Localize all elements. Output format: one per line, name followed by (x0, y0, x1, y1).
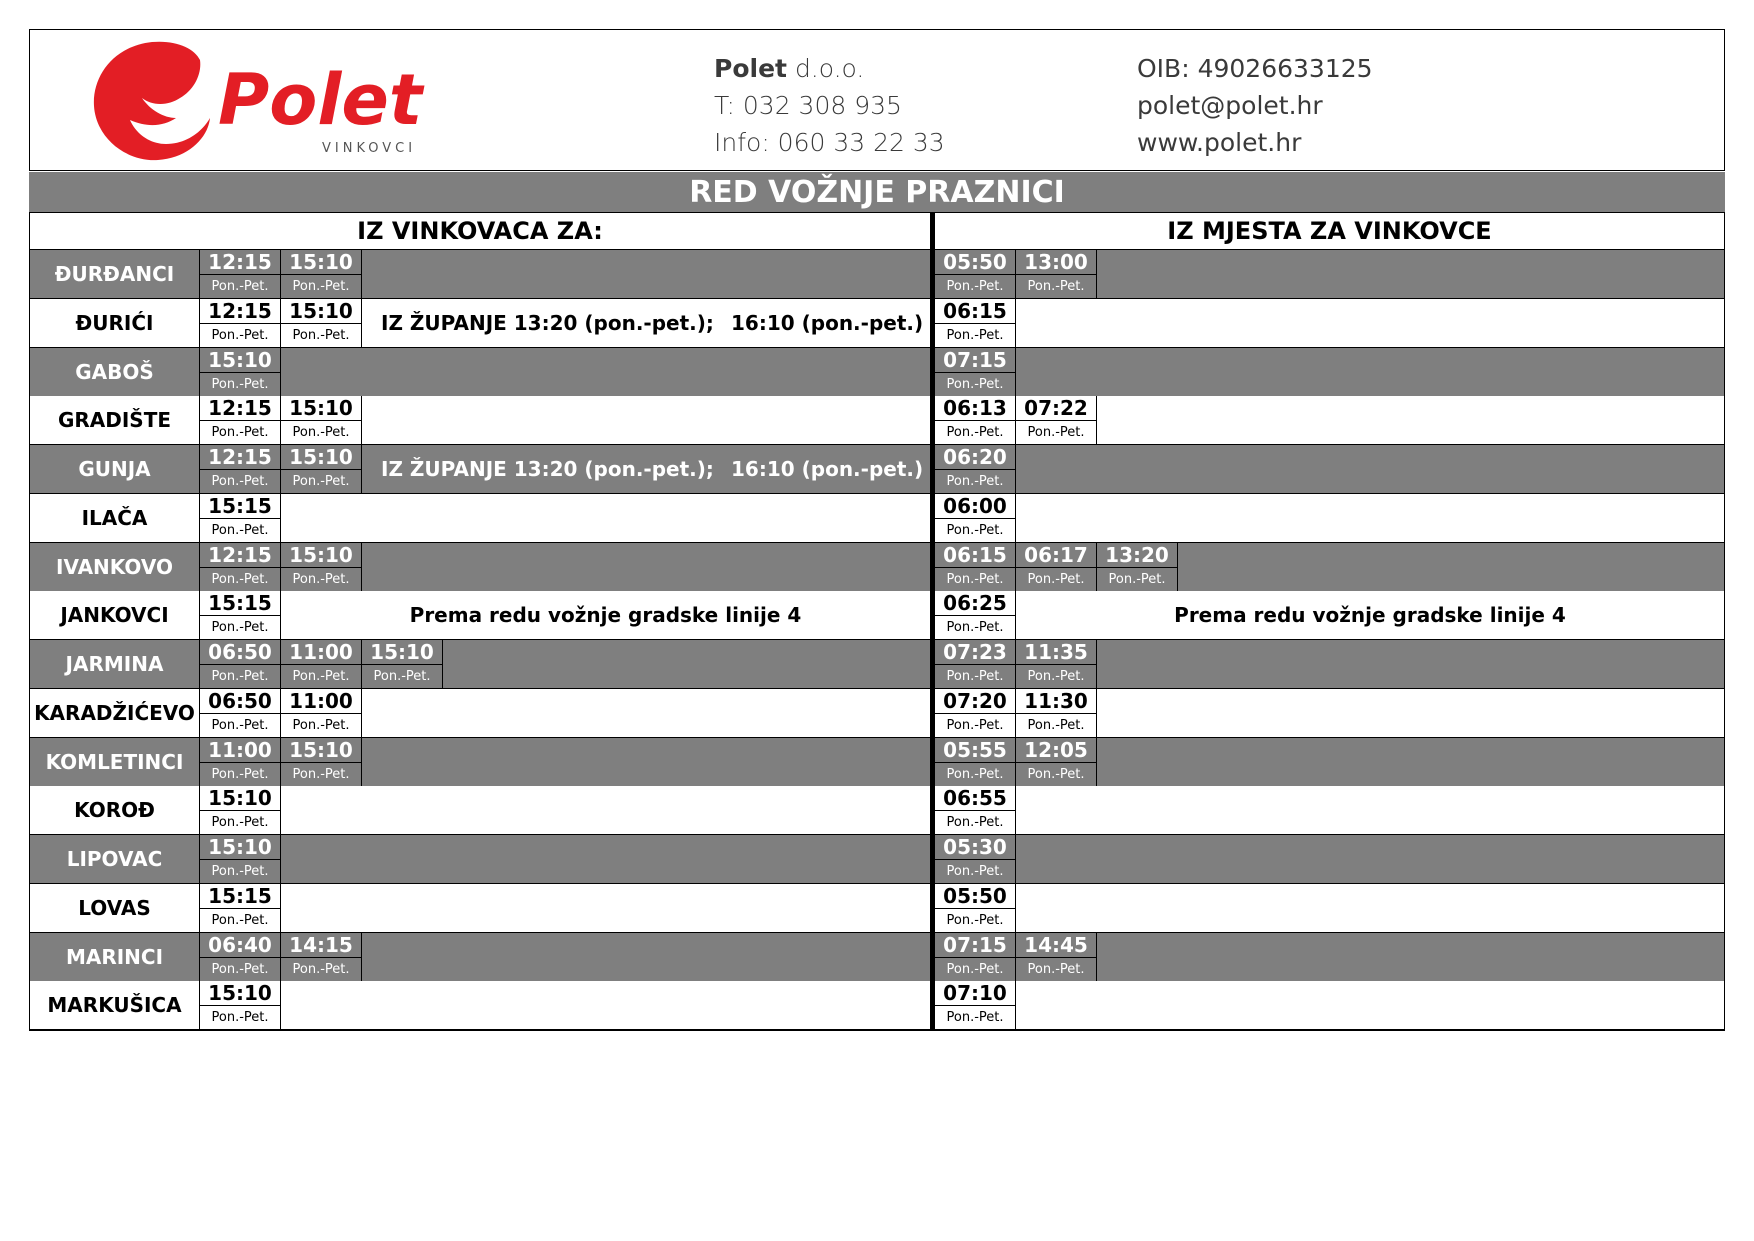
place-name: MARKUŠICA (30, 981, 200, 1029)
departure-time: 15:10 (281, 250, 361, 275)
polet-logo (90, 40, 510, 165)
table-row (30, 981, 1724, 1030)
inbound-note: Prema redu vožnje gradske linije 4 (1174, 603, 1566, 628)
departure-time: 15:10 (281, 299, 361, 324)
table-row (30, 348, 1724, 397)
day-label: Pon.-Pet. (946, 327, 1004, 343)
out-departure-cell (281, 640, 362, 688)
in-departure-cell (935, 786, 1016, 834)
departure-time: 06:17 (1016, 543, 1096, 568)
phone: T: 032 308 935 (714, 91, 902, 120)
out-departure-cell (362, 640, 443, 688)
logo-subtext: VINKOVCI (322, 141, 417, 156)
day-label: Pon.-Pet. (211, 474, 269, 489)
table-row (30, 640, 1724, 689)
out-departure-cell (200, 543, 281, 591)
departure-time: 06:40 (200, 933, 280, 958)
table-row (30, 786, 1724, 835)
oib: OIB: 49026633125 (1137, 54, 1373, 83)
departure-time: 05:55 (935, 738, 1015, 763)
out-departure-cell (281, 445, 362, 493)
day-label: Pon.-Pet. (1027, 766, 1085, 782)
day-label: Pon.-Pet. (292, 474, 350, 489)
day-label: Pon.-Pet. (211, 912, 269, 928)
departure-time: 15:10 (281, 738, 361, 763)
place-name: JARMINA (30, 640, 200, 688)
in-departure-cell (935, 591, 1016, 639)
in-departure-cell (935, 981, 1016, 1029)
place-name: ĐURĐANCI (30, 250, 200, 298)
section-inbound-heading: IZ MJESTA ZA VINKOVCE (935, 213, 1724, 250)
place-name: GUNJA (30, 445, 200, 493)
departure-time: 05:50 (935, 884, 1015, 909)
departure-time: 06:15 (935, 543, 1015, 568)
day-label: Pon.-Pet. (946, 279, 1004, 294)
in-departure-cell (1016, 543, 1097, 591)
departure-time: 07:22 (1016, 396, 1096, 421)
departure-time: 15:15 (200, 494, 280, 519)
out-departure-cell (281, 250, 362, 298)
in-departure-cell (935, 835, 1016, 883)
departure-time: 11:35 (1016, 640, 1096, 665)
out-departure-cell (200, 348, 281, 396)
logo-emblem-icon (94, 42, 210, 160)
departure-time: 06:25 (935, 591, 1015, 616)
day-label: Pon.-Pet. (211, 717, 269, 733)
in-departure-cell (1016, 250, 1097, 298)
in-departure-cell (935, 689, 1016, 737)
day-label: Pon.-Pet. (292, 669, 350, 684)
departure-time: 06:00 (935, 494, 1015, 519)
table-row (30, 738, 1724, 787)
day-label: Pon.-Pet. (946, 620, 1004, 636)
day-label: Pon.-Pet. (211, 961, 269, 977)
out-departure-cell (281, 396, 362, 444)
place-name: JANKOVCI (30, 591, 200, 639)
departure-time: 15:10 (362, 640, 442, 665)
in-departure-cell (935, 250, 1016, 298)
departure-time: 15:10 (281, 543, 361, 568)
departure-time: 07:20 (935, 689, 1015, 714)
day-label: Pon.-Pet. (292, 766, 350, 782)
departure-time: 07:10 (935, 981, 1015, 1006)
day-label: Pon.-Pet. (946, 766, 1004, 782)
day-label: Pon.-Pet. (211, 376, 269, 392)
departure-time: 15:15 (200, 884, 280, 909)
day-label: Pon.-Pet. (211, 669, 269, 684)
departure-time: 15:10 (200, 348, 280, 373)
table-row (30, 299, 1724, 348)
in-departure-cell (935, 445, 1016, 493)
out-departure-cell (281, 738, 362, 786)
day-label: Pon.-Pet. (946, 912, 1004, 928)
info-phone: Info: 060 33 22 33 (714, 128, 945, 157)
departure-time: 15:10 (200, 835, 280, 860)
table-row (30, 933, 1724, 982)
table-row (30, 835, 1724, 884)
departure-time: 15:15 (200, 591, 280, 616)
day-label: Pon.-Pet. (292, 961, 350, 977)
table-row (30, 591, 1724, 640)
departure-time: 07:23 (935, 640, 1015, 665)
in-departure-cell (935, 348, 1016, 396)
logo-wordmark: Polet (218, 59, 423, 141)
day-label: Pon.-Pet. (1027, 669, 1085, 684)
out-departure-cell (200, 640, 281, 688)
contact-block-left (714, 50, 945, 161)
departure-time: 12:15 (200, 543, 280, 568)
departure-time: 07:15 (935, 348, 1015, 373)
section-divider (930, 213, 935, 1030)
out-departure-cell (281, 689, 362, 737)
day-label: Pon.-Pet. (946, 522, 1004, 538)
out-departure-cell (200, 445, 281, 493)
in-departure-cell (935, 494, 1016, 542)
in-departure-cell (935, 738, 1016, 786)
email[interactable]: polet@polet.hr (1137, 91, 1323, 120)
day-label: Pon.-Pet. (211, 279, 269, 294)
out-departure-cell (200, 835, 281, 883)
out-departure-cell (200, 738, 281, 786)
table-row (30, 884, 1724, 933)
day-label: Pon.-Pet. (946, 474, 1004, 489)
day-label: Pon.-Pet. (211, 766, 269, 782)
departure-time: 11:00 (200, 738, 280, 763)
out-departure-cell (200, 299, 281, 347)
page-header (29, 29, 1725, 171)
day-label: Pon.-Pet. (946, 864, 1004, 879)
website[interactable]: www.polet.hr (1137, 128, 1302, 157)
day-label: Pon.-Pet. (292, 717, 350, 733)
day-label: Pon.-Pet. (292, 327, 350, 343)
departure-time: 06:55 (935, 786, 1015, 811)
in-departure-cell (935, 543, 1016, 591)
day-label: Pon.-Pet. (946, 669, 1004, 684)
departure-time: 06:50 (200, 689, 280, 714)
departure-time: 11:30 (1016, 689, 1096, 714)
out-departure-cell (281, 543, 362, 591)
in-departure-cell (1097, 543, 1178, 591)
day-label: Pon.-Pet. (946, 1010, 1004, 1026)
in-departure-cell (1016, 640, 1097, 688)
day-label: Pon.-Pet. (1027, 571, 1085, 587)
departure-time: 11:00 (281, 640, 361, 665)
in-departure-cell (935, 640, 1016, 688)
day-label: Pon.-Pet. (1108, 571, 1166, 587)
day-label: Pon.-Pet. (211, 571, 269, 587)
contact-block-right (1137, 50, 1373, 161)
departure-time: 15:10 (281, 396, 361, 421)
place-name: ĐURIĆI (30, 299, 200, 347)
table-row (30, 396, 1724, 445)
day-label: Pon.-Pet. (211, 864, 269, 879)
day-label: Pon.-Pet. (292, 571, 350, 587)
outbound-note: IZ ŽUPANJE 13:20 (pon.-pet.); (381, 310, 714, 335)
out-departure-cell (200, 884, 281, 932)
day-label: Pon.-Pet. (1027, 961, 1085, 977)
departure-time: 06:15 (935, 299, 1015, 324)
out-departure-cell (281, 299, 362, 347)
day-label: Pon.-Pet. (211, 522, 269, 538)
place-name: KARADŽIĆEVO (30, 689, 200, 737)
departure-time: 15:10 (200, 786, 280, 811)
out-departure-cell (200, 933, 281, 981)
in-departure-cell (1016, 689, 1097, 737)
out-departure-cell (200, 494, 281, 542)
departure-time: 14:15 (281, 933, 361, 958)
departure-time: 06:50 (200, 640, 280, 665)
out-departure-cell (281, 933, 362, 981)
place-name: MARINCI (30, 933, 200, 981)
place-name: LOVAS (30, 884, 200, 932)
company-name: Polet (714, 54, 787, 83)
in-departure-cell (935, 933, 1016, 981)
departure-time: 12:05 (1016, 738, 1096, 763)
day-label: Pon.-Pet. (946, 815, 1004, 831)
day-label: Pon.-Pet. (292, 279, 350, 294)
page-title: RED VOŽNJE PRAZNICI (29, 172, 1725, 212)
day-label: Pon.-Pet. (211, 620, 269, 636)
departure-time: 12:15 (200, 250, 280, 275)
out-departure-cell (200, 786, 281, 834)
timetable (29, 212, 1725, 1031)
in-departure-cell (1016, 396, 1097, 444)
day-label: Pon.-Pet. (946, 376, 1004, 392)
place-name: KOMLETINCI (30, 738, 200, 786)
departure-time: 13:20 (1097, 543, 1177, 568)
place-name: IVANKOVO (30, 543, 200, 591)
place-name: ILAČA (30, 494, 200, 542)
in-departure-cell (935, 396, 1016, 444)
out-departure-cell (200, 689, 281, 737)
day-label: Pon.-Pet. (1027, 279, 1085, 294)
day-label: Pon.-Pet. (946, 717, 1004, 733)
departure-time: 05:50 (935, 250, 1015, 275)
departure-time: 06:20 (935, 445, 1015, 470)
place-name: LIPOVAC (30, 835, 200, 883)
table-row (30, 543, 1724, 592)
table-row (30, 494, 1724, 543)
day-label: Pon.-Pet. (946, 571, 1004, 587)
departure-time: 15:10 (281, 445, 361, 470)
table-row (30, 689, 1724, 738)
day-label: Pon.-Pet. (292, 425, 350, 441)
in-departure-cell (935, 299, 1016, 347)
departure-time: 11:00 (281, 689, 361, 714)
in-departure-cell (1016, 738, 1097, 786)
out-departure-cell (200, 250, 281, 298)
departure-time: 13:00 (1016, 250, 1096, 275)
out-departure-cell (200, 981, 281, 1029)
departure-time: 12:15 (200, 445, 280, 470)
departure-time: 12:15 (200, 396, 280, 421)
day-label: Pon.-Pet. (1027, 425, 1085, 441)
departure-time: 07:15 (935, 933, 1015, 958)
departure-time: 05:30 (935, 835, 1015, 860)
place-name: GABOŠ (30, 348, 200, 396)
departure-time: 15:10 (200, 981, 280, 1006)
table-row (30, 445, 1724, 494)
out-departure-cell (200, 591, 281, 639)
company-suffix: d.o.o. (794, 54, 865, 83)
day-label: Pon.-Pet. (1027, 717, 1085, 733)
table-row (30, 250, 1724, 299)
day-label: Pon.-Pet. (211, 425, 269, 441)
outbound-note: Prema redu vožnje gradske linije 4 (409, 603, 802, 628)
departure-time: 12:15 (200, 299, 280, 324)
day-label: Pon.-Pet. (211, 815, 269, 831)
day-label: Pon.-Pet. (946, 425, 1004, 441)
outbound-note: IZ ŽUPANJE 13:20 (pon.-pet.); (381, 457, 714, 481)
outbound-note-time: 16:10 (pon.-pet.) (731, 310, 924, 335)
outbound-note-time: 16:10 (pon.-pet.) (731, 457, 924, 481)
out-departure-cell (200, 396, 281, 444)
place-name: KOROĐ (30, 786, 200, 834)
departure-time: 06:13 (935, 396, 1015, 421)
place-name: GRADIŠTE (30, 396, 200, 444)
day-label: Pon.-Pet. (211, 327, 269, 343)
in-departure-cell (1016, 933, 1097, 981)
day-label: Pon.-Pet. (373, 669, 431, 684)
in-departure-cell (935, 884, 1016, 932)
day-label: Pon.-Pet. (946, 961, 1004, 977)
departure-time: 14:45 (1016, 933, 1096, 958)
day-label: Pon.-Pet. (211, 1010, 269, 1026)
section-outbound-heading: IZ VINKOVACA ZA: (30, 213, 930, 250)
